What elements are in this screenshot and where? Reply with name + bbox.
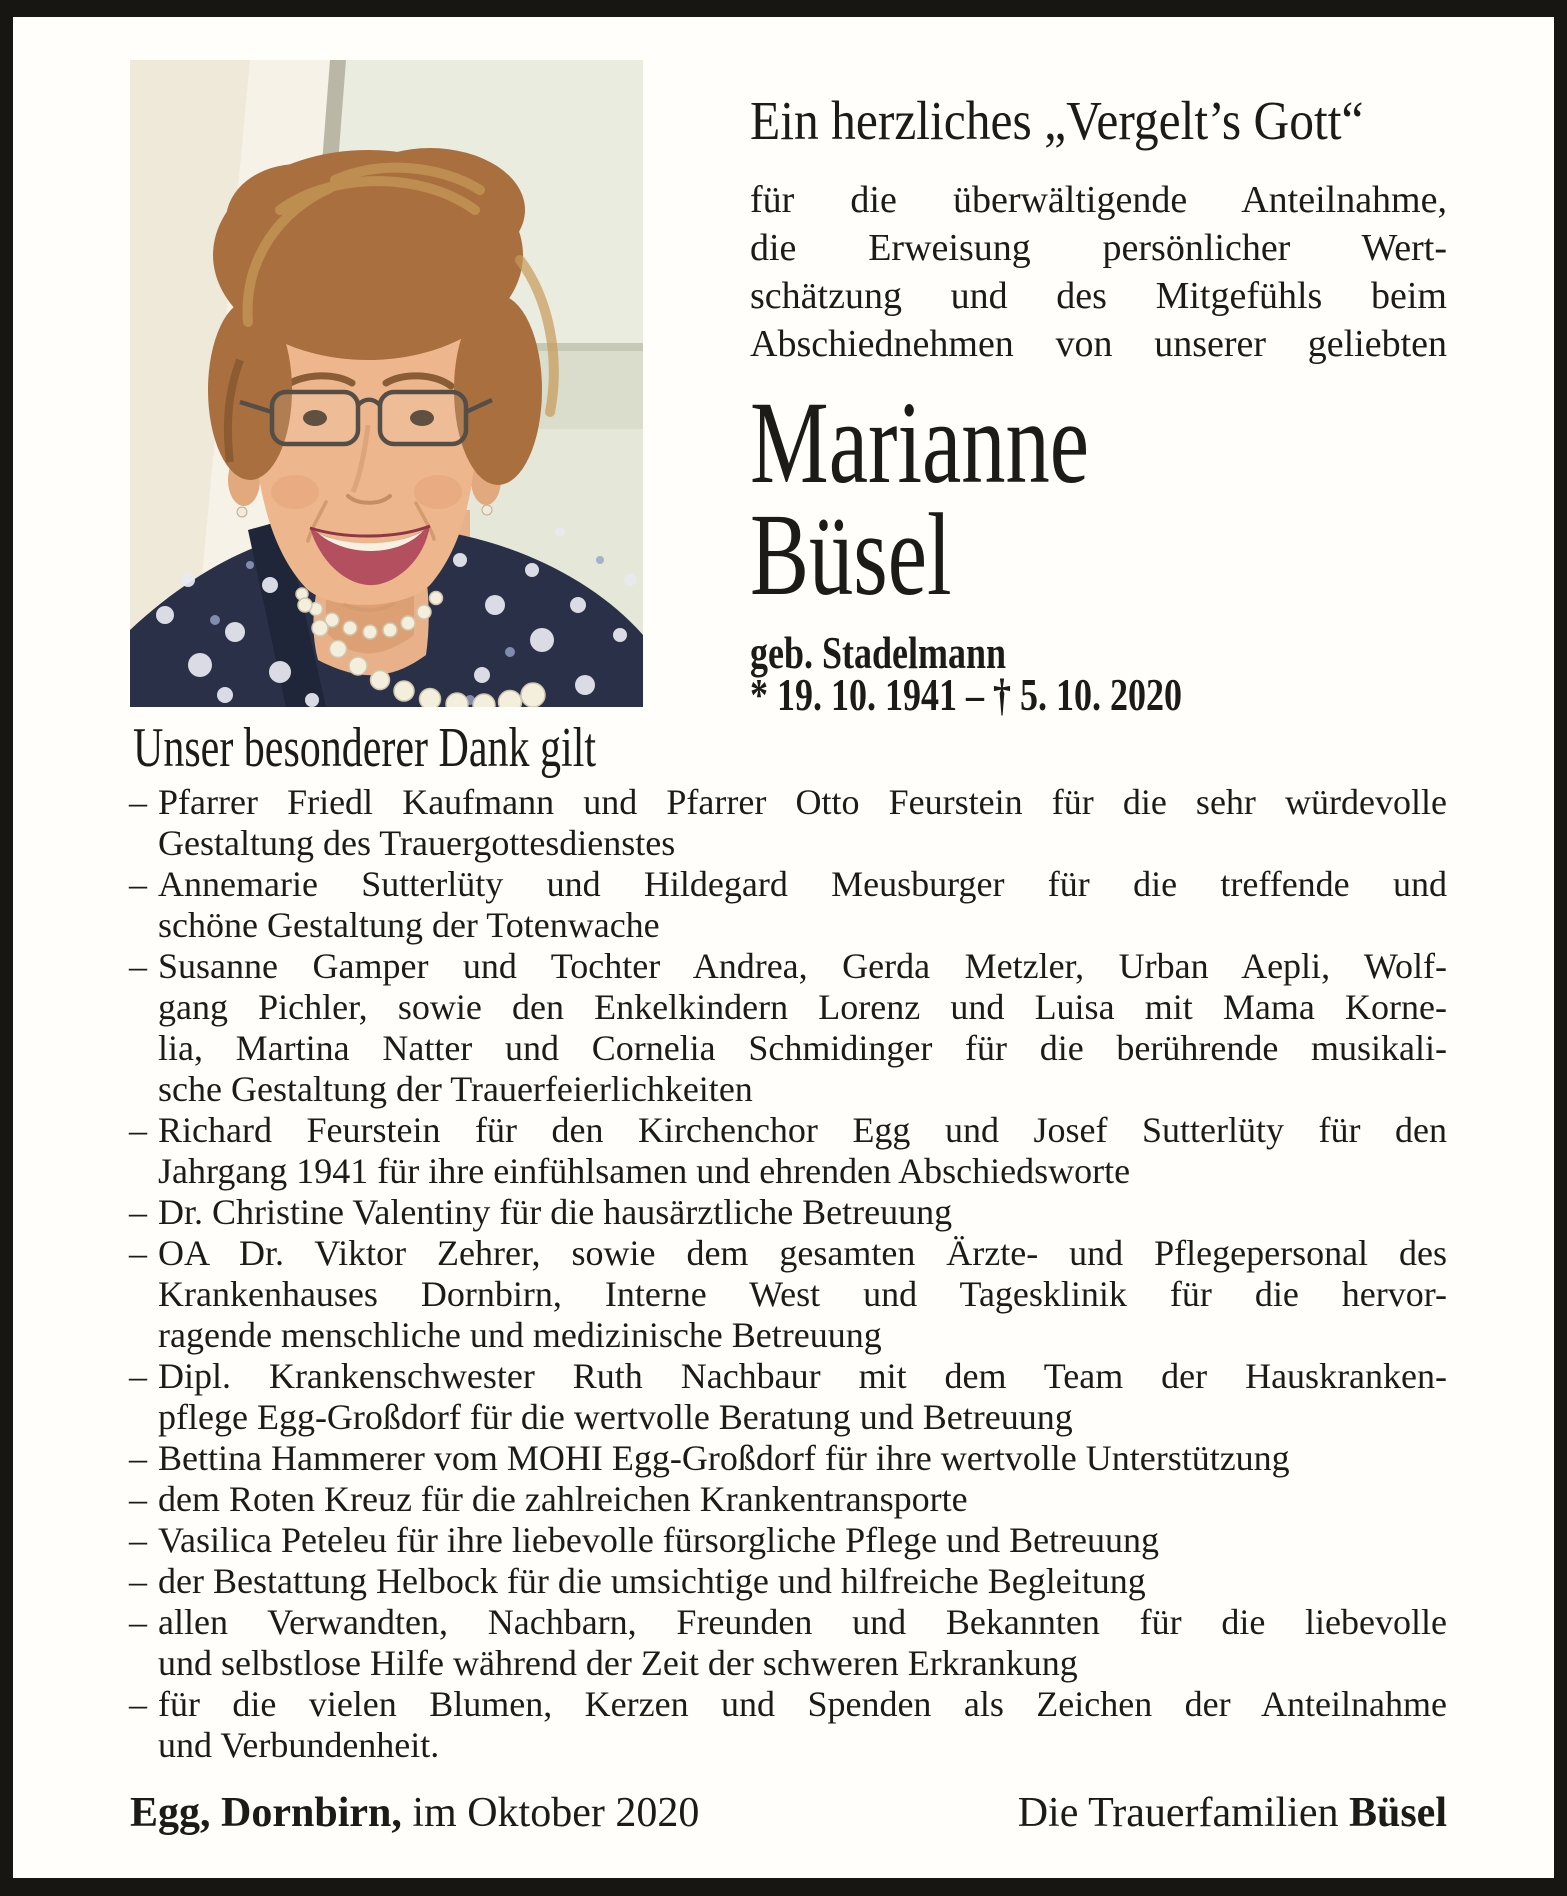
thanks-line-text: Gestaltung des Trauergottesdienstes (158, 823, 676, 863)
family-prefix: Die Trauerfamilien (1017, 1790, 1339, 1836)
list-dash: – (129, 1192, 147, 1232)
list-dash: – (129, 1520, 147, 1560)
thanks-line (127, 864, 1447, 905)
thanks-line-text: und selbstlose Hilfe während der Zeit der schweren Erkrankung (158, 1643, 1078, 1683)
thanks-line-text: für die vielen Blumen, Kerzen und Spenden als Zeichen der Anteilnahme (158, 1684, 1447, 1724)
earring-left (237, 507, 247, 517)
portrait-photo-svg (130, 60, 643, 707)
list-dash: – (129, 946, 147, 986)
intro-line: für die überwältigende Anteilnahme, (750, 179, 1447, 221)
thanks-list (127, 782, 1447, 1766)
thanks-line-text: OA Dr. Viktor Zehrer, sowie dem gesamten Ärzte- und Pflegepersonal des (158, 1233, 1447, 1273)
thanks-line (127, 1438, 1447, 1479)
frame-bottom (0, 1878, 1567, 1896)
thanks-line-text: pflege Egg-Großdorf für die wertvolle Beratung und Betreuung (158, 1397, 1073, 1437)
maiden-name: geb. Stadelmann (750, 628, 1007, 678)
thanks-line (127, 1233, 1447, 1274)
acknowledgement-text (750, 176, 1447, 368)
thanks-line-text: Annemarie Sutterlüty und Hildegard Meusburger für die treffende und (158, 864, 1447, 904)
life-dates: * 19. 10. 1941 – † 5. 10. 2020 (750, 670, 1182, 720)
thanks-line-text: Richard Feurstein für den Kirchenchor Egg und Josef Sutterlüty für den (158, 1110, 1447, 1150)
thanks-line (127, 823, 1447, 864)
thanks-line (127, 1397, 1447, 1438)
place-date (130, 1790, 699, 1836)
acknowledgement-headline (750, 90, 1432, 151)
list-dash: – (129, 1684, 147, 1724)
thanks-line (127, 1479, 1447, 1520)
thanks-line-text: dem Roten Kreuz für die zahlreichen Krankentransporte (158, 1479, 968, 1519)
thanks-line-text: Pfarrer Friedl Kaufmann und Pfarrer Otto Feurstein für die sehr würdevolle (158, 782, 1447, 822)
thanks-line (127, 1561, 1447, 1602)
thanks-line (127, 782, 1447, 823)
family-name: Büsel (1348, 1790, 1447, 1836)
deceased-last-name: Büsel (750, 489, 952, 620)
thanks-line (127, 1110, 1447, 1151)
intro-line: Abschiednehmen von unserer geliebten (750, 323, 1447, 365)
deceased-first-name: Marianne (750, 377, 1090, 508)
thanks-line (127, 1602, 1447, 1643)
earring-right (482, 505, 492, 515)
thanks-line-text: ragende menschliche und medizinische Betreuung (158, 1315, 882, 1355)
thanks-line-text: Vasilica Peteleu für ihre liebevolle fürsorgliche Pflege und Betreuung (158, 1520, 1160, 1560)
list-dash: – (129, 1233, 147, 1273)
frame-right (1554, 0, 1567, 1896)
thanks-line (127, 1520, 1447, 1561)
thanks-line (127, 1274, 1447, 1315)
thanks-line-text: Krankenhauses Dornbirn, Interne West und Tagesklinik für die hervor- (158, 1274, 1447, 1314)
intro-line: die Erweisung persönlicher Wert- (750, 227, 1447, 269)
thanks-line (127, 1028, 1447, 1069)
thanks-line (127, 987, 1447, 1028)
list-dash: – (129, 1479, 147, 1519)
portrait-photo (130, 60, 643, 707)
thanks-line-text: Dipl. Krankenschwester Ruth Nachbaur mit dem Team der Hauskranken- (158, 1356, 1447, 1396)
list-dash: – (129, 1438, 147, 1478)
thanks-line (127, 1192, 1447, 1233)
thanks-line (127, 1643, 1447, 1684)
thanks-line-text: und Verbundenheit. (158, 1725, 440, 1765)
thanks-line-text: Susanne Gamper und Tochter Andrea, Gerda Metzler, Urban Aepli, Wolf- (158, 946, 1447, 986)
thanks-line-text: Bettina Hammerer vom MOHI Egg-Großdorf für ihre wertvolle Unterstützung (158, 1438, 1290, 1478)
thanks-line (127, 1725, 1447, 1766)
list-dash: – (129, 782, 147, 822)
deceased-details (750, 628, 1182, 720)
headline-text: Ein herzliches „Vergelt’s Gott“ (750, 90, 1364, 151)
intro-line: schätzung und des Mitgefühls beim (750, 275, 1447, 317)
thanks-line-text: Jahrgang 1941 für ihre einfühlsamen und ehrenden Abschiedsworte (158, 1151, 1131, 1191)
signature (747, 1790, 1447, 1836)
thanks-line (127, 1684, 1447, 1725)
thanks-line (127, 1151, 1447, 1192)
thanks-line (127, 1356, 1447, 1397)
thanks-line-text: allen Verwandten, Nachbarn, Freunden und Bekannten für die liebevolle (158, 1602, 1447, 1642)
thanks-line-text: sche Gestaltung der Trauerfeierlichkeiten (158, 1069, 753, 1109)
list-dash: – (129, 864, 147, 904)
deceased-name (750, 377, 1090, 620)
list-dash: – (129, 1561, 147, 1601)
frame-left (0, 0, 13, 1896)
thanks-line-text: lia, Martina Natter und Cornelia Schmidinger für die berührende musikali- (158, 1028, 1447, 1068)
thanks-line-text: schöne Gestaltung der Totenwache (158, 905, 660, 945)
thanks-line-text: Dr. Christine Valentiny für die hausärztliche Betreuung (158, 1192, 953, 1232)
frame-top (0, 0, 1567, 17)
list-dash: – (129, 1356, 147, 1396)
thanks-line (127, 1315, 1447, 1356)
place-name: Egg, Dornbirn, (130, 1790, 402, 1836)
thanks-intro: Unser besonderer Dank gilt (133, 717, 597, 779)
thanks-line (127, 1069, 1447, 1110)
list-dash: – (129, 1110, 147, 1150)
thanks-line (127, 905, 1447, 946)
thanks-line-text: der Bestattung Helbock für die umsichtige und hilfreiche Begleitung (158, 1561, 1146, 1601)
thanks-line (127, 946, 1447, 987)
date-text: im Oktober 2020 (412, 1790, 700, 1836)
list-dash: – (129, 1602, 147, 1642)
thanks-line-text: gang Pichler, sowie den Enkelkindern Lorenz und Luisa mit Mama Korne- (158, 987, 1447, 1027)
